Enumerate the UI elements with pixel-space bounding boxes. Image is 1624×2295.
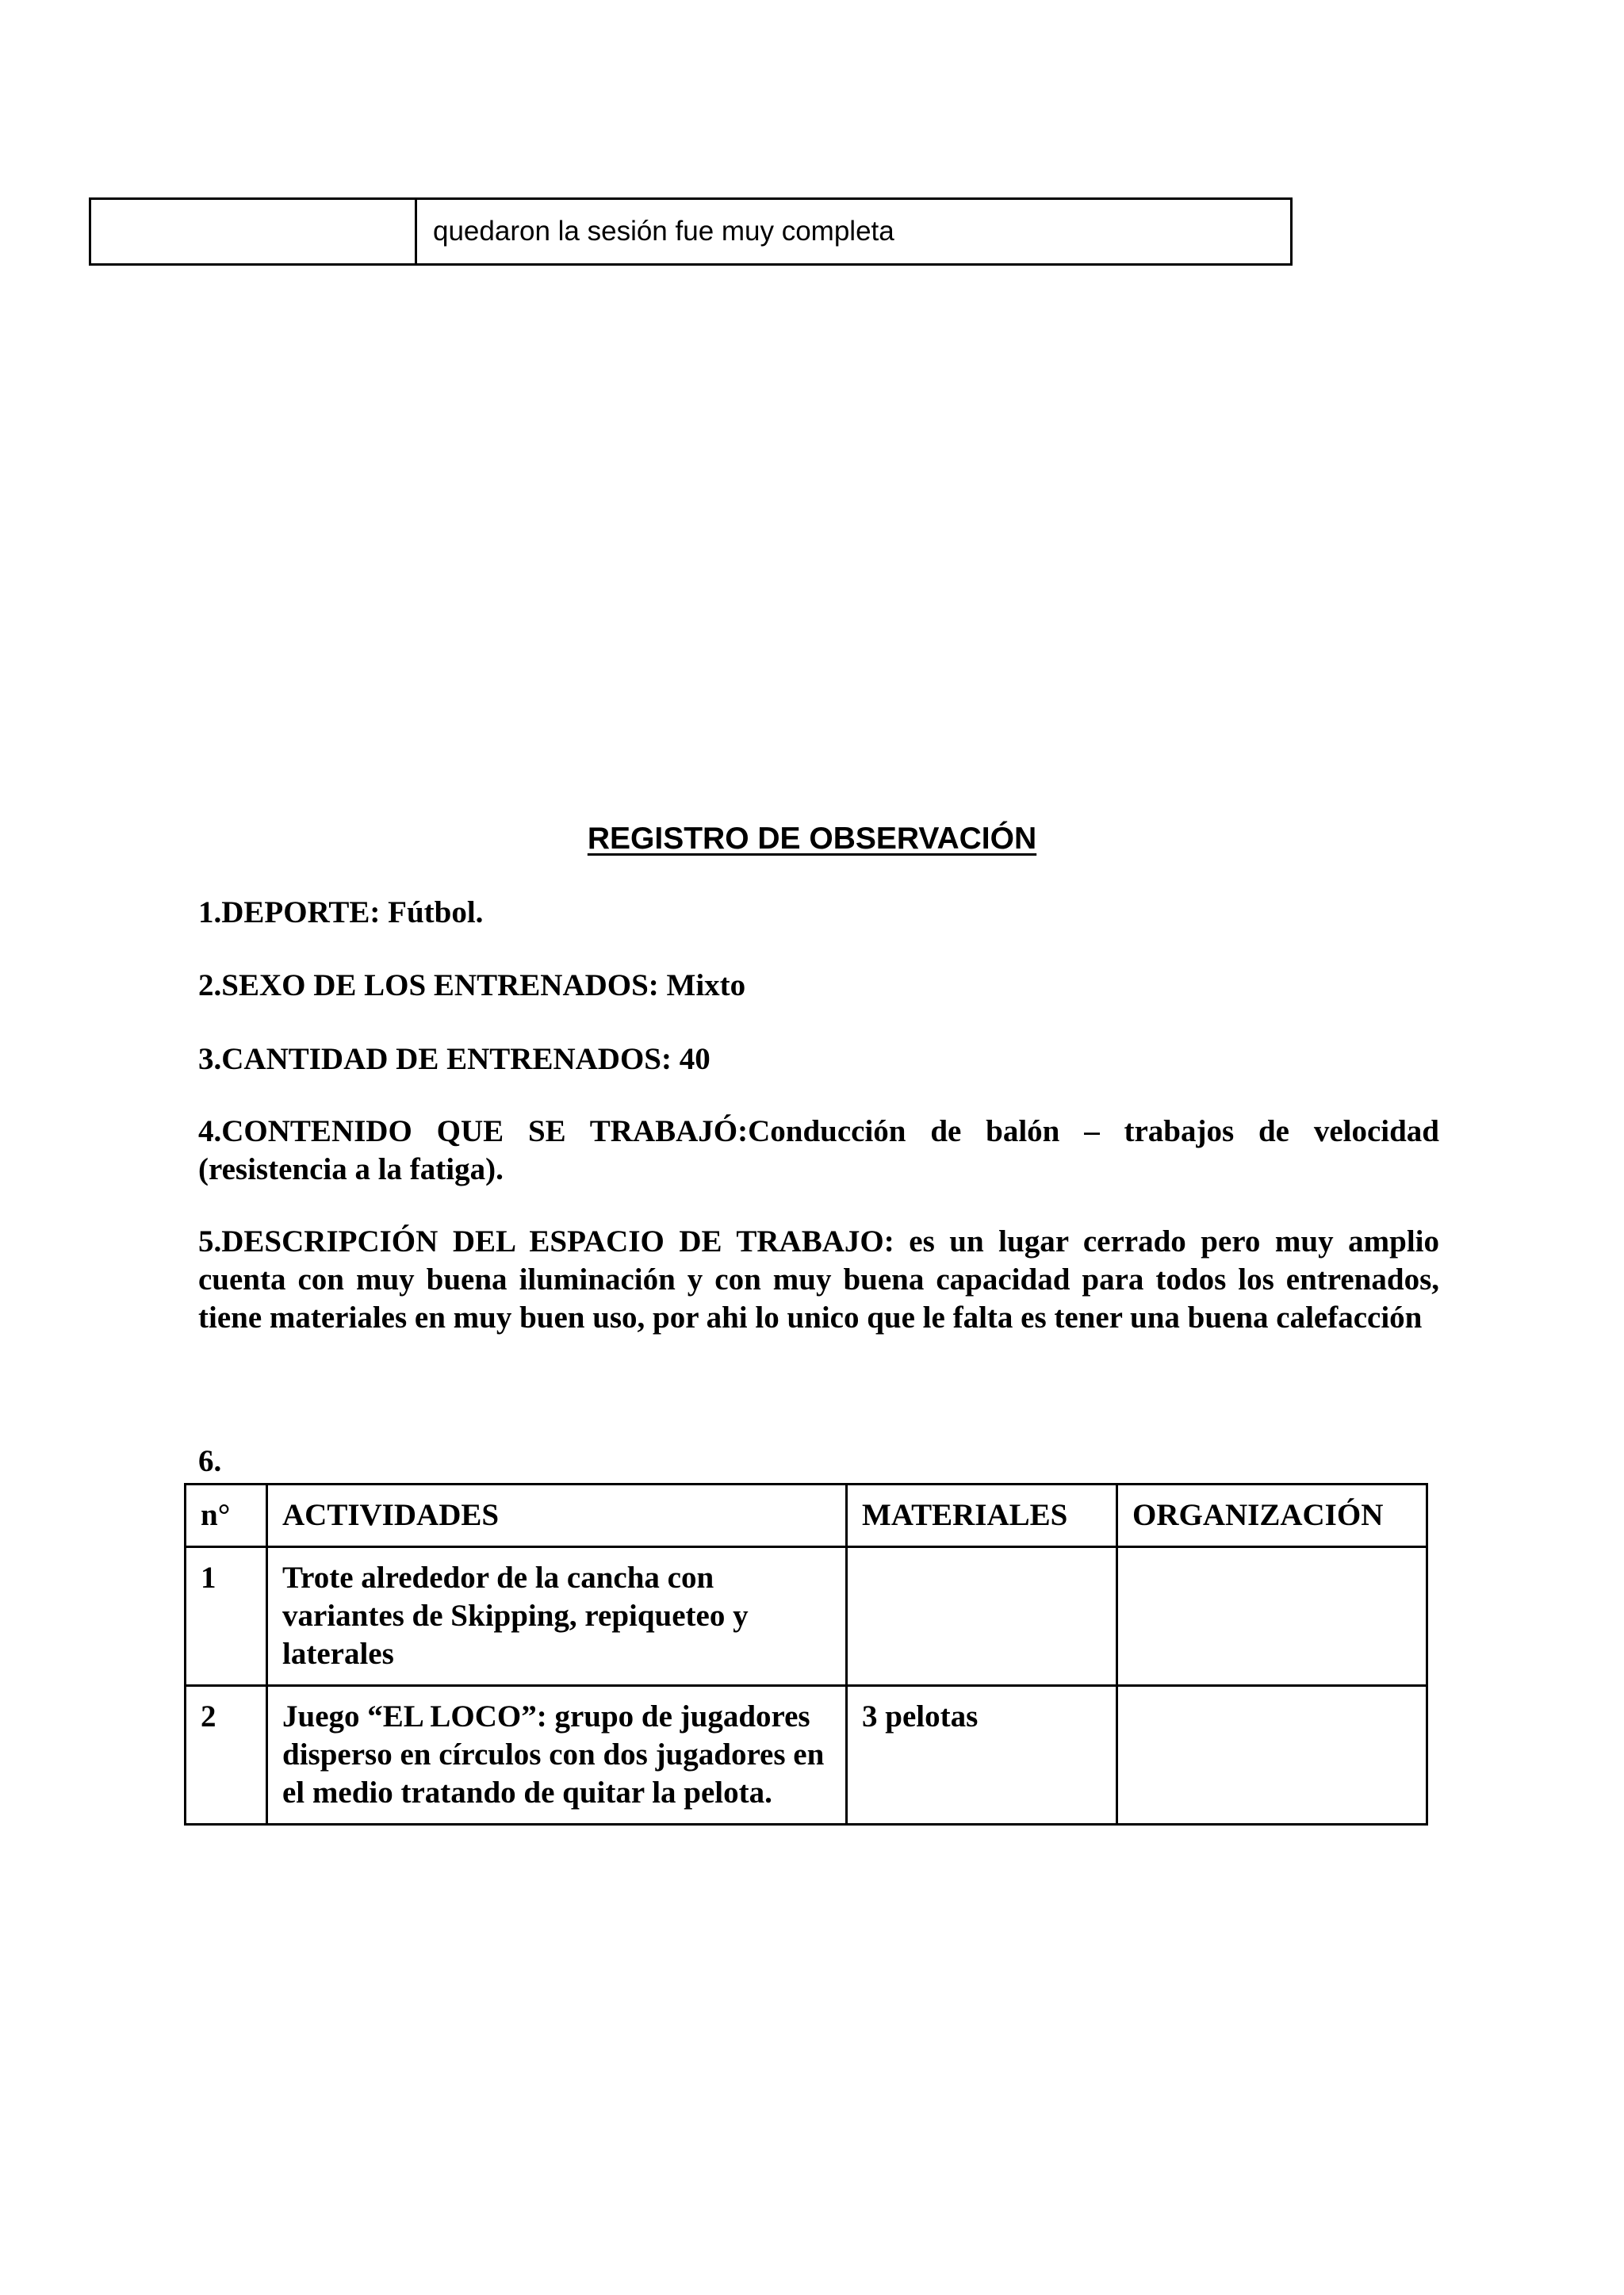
item-cantidad: 3.CANTIDAD DE ENTRENADOS: 40 xyxy=(198,1042,710,1076)
header-organizacion: ORGANIZACIÓN xyxy=(1117,1485,1427,1547)
top-table-cell-left xyxy=(90,199,416,265)
row-organizacion xyxy=(1117,1547,1427,1686)
row-actividad: Trote alrededor de la cancha con variantes de Skipping, repiqueteo y laterales xyxy=(267,1547,847,1686)
row-actividad: Juego “EL LOCO”: grupo de jugadores disperso en círculos con dos jugadores en el medio tratando de quitar la pelota. xyxy=(267,1686,847,1825)
table-row xyxy=(186,1686,1427,1825)
item-descripcion: 5.DESCRIPCIÓN DEL ESPACIO DE TRABAJO: es un lugar cerrado pero muy amplio cuenta con muy buena iluminación y con muy buena capacidad para todos los entrenados, tiene materiales en muy buen uso, por ahi lo unico que le falta es tener una buena calefacción xyxy=(198,1224,1439,1335)
row-organizacion xyxy=(1117,1686,1427,1825)
table-header-row xyxy=(186,1485,1427,1547)
page-title-text: REGISTRO DE OBSERVACIÓN xyxy=(587,822,1037,856)
item-sexo: 2.SEXO DE LOS ENTRENADOS: Mixto xyxy=(198,968,746,1002)
header-materiales: MATERIALES xyxy=(847,1485,1117,1547)
row-n: 1 xyxy=(186,1547,267,1686)
page-title xyxy=(0,822,1624,856)
row-materiales: 3 pelotas xyxy=(847,1686,1117,1825)
item-section6: 6. xyxy=(198,1444,222,1478)
row-materiales xyxy=(847,1547,1117,1686)
header-actividades: ACTIVIDADES xyxy=(267,1485,847,1547)
table-row xyxy=(186,1547,1427,1686)
activities-table xyxy=(184,1483,1428,1826)
row-n: 2 xyxy=(186,1686,267,1825)
item-deporte: 1.DEPORTE: Fútbol. xyxy=(198,895,484,929)
header-n: n° xyxy=(186,1485,267,1547)
table-row xyxy=(90,199,1292,265)
top-table-cell-right: quedaron la sesión fue muy completa xyxy=(416,199,1292,265)
top-table xyxy=(89,197,1293,266)
item-contenido: 4.CONTENIDO QUE SE TRABAJÓ:Conducción de balón – trabajos de velocidad (resistencia a la fatiga). xyxy=(198,1114,1439,1186)
